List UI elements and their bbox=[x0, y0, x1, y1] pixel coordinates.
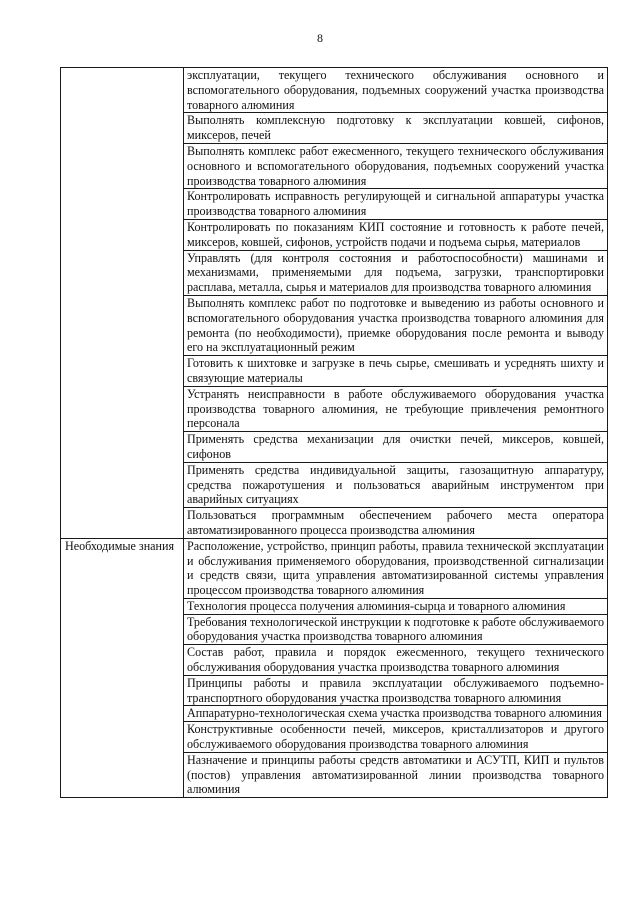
skill-item: Пользоваться программным обеспечением рабочего места оператора автоматизированного процесса производства алюминия bbox=[184, 508, 608, 539]
skill-item: Применять средства индивидуальной защиты, газозащитную аппаратуру, средства пожаротушения и пользоваться аварийным инструментом при аварийных ситуациях bbox=[184, 462, 608, 507]
skill-item: Применять средства механизации для очистки печей, миксеров, ковшей, сифонов bbox=[184, 432, 608, 463]
table-row bbox=[61, 538, 608, 598]
skill-item: эксплуатации, текущего технического обслуживания основного и вспомогательного оборудования, подъемных сооружений участка производства товарного алюминия bbox=[184, 68, 608, 113]
skill-item: Готовить к шихтовке и загрузке в печь сырье, смешивать и усреднять шихту и связующие материалы bbox=[184, 356, 608, 387]
knowledge-item: Принципы работы и правила эксплуатации обслуживаемого подъемно-транспортного оборудования участка производства товарного алюминия bbox=[184, 675, 608, 706]
skill-item: Управлять (для контроля состояния и работоспособности) машинами и механизмами, применяемыми для подъема, загрузки, транспортировки расплава, металла, сырья и материалов для производства товарного алюминия bbox=[184, 250, 608, 295]
knowledge-item: Назначение и принципы работы средств автоматики и АСУТП, КИП и пультов (постов) управления автоматизированной линии производства товарного алюминия bbox=[184, 752, 608, 797]
table-row bbox=[61, 68, 608, 113]
skill-item: Выполнять комплекс работ по подготовке и выведению из работы основного и вспомогательного оборудования участка производства товарного алюминия для ремонта (по необходимости), приемке оборудования после ремонта и выводу его на эксплуатационный режим bbox=[184, 295, 608, 355]
competency-table bbox=[60, 67, 608, 798]
skill-item: Выполнять комплексную подготовку к эксплуатации ковшей, сифонов, миксеров, печей bbox=[184, 113, 608, 144]
knowledge-item: Требования технологической инструкции к подготовке к работе обслуживаемого оборудования участка производства товарного алюминия bbox=[184, 614, 608, 645]
skill-item: Контролировать по показаниям КИП состояние и готовность к работе печей, миксеров, ковшей, сифонов, устройств подачи и подъема сырья, материалов bbox=[184, 219, 608, 250]
knowledge-item: Расположение, устройство, принцип работы, правила технической эксплуатации и обслуживания применяемого оборудования, производственной сигнализации и средств связи, щита управления автоматизированной системы управления процессом производства товарного алюминия bbox=[184, 538, 608, 598]
knowledge-item: Аппаратурно-технологическая схема участка производства товарного алюминия bbox=[184, 706, 608, 722]
knowledge-label: Необходимые знания bbox=[61, 538, 184, 798]
knowledge-item: Технология процесса получения алюминия-сырца и товарного алюминия bbox=[184, 598, 608, 614]
skill-item: Устранять неисправности в работе обслуживаемого оборудования участка производства товарного алюминия, не требующие привлечения ремонтного персонала bbox=[184, 386, 608, 431]
skill-item: Контролировать исправность регулирующей и сигнальной аппаратуры участка производства товарного алюминия bbox=[184, 189, 608, 220]
knowledge-item: Состав работ, правила и порядок ежесменного, текущего технического обслуживания оборудования участка производства товарного алюминия bbox=[184, 645, 608, 676]
knowledge-item: Конструктивные особенности печей, миксеров, кристаллизаторов и другого обслуживаемого оборудования производства товарного алюминия bbox=[184, 722, 608, 753]
skills-label-cell bbox=[61, 68, 184, 539]
page-number: 8 bbox=[317, 31, 323, 45]
skill-item: Выполнять комплекс работ ежесменного, текущего технического обслуживания основного и вспомогательного оборудования, подъемных сооружений участка производства товарного алюминия bbox=[184, 143, 608, 188]
